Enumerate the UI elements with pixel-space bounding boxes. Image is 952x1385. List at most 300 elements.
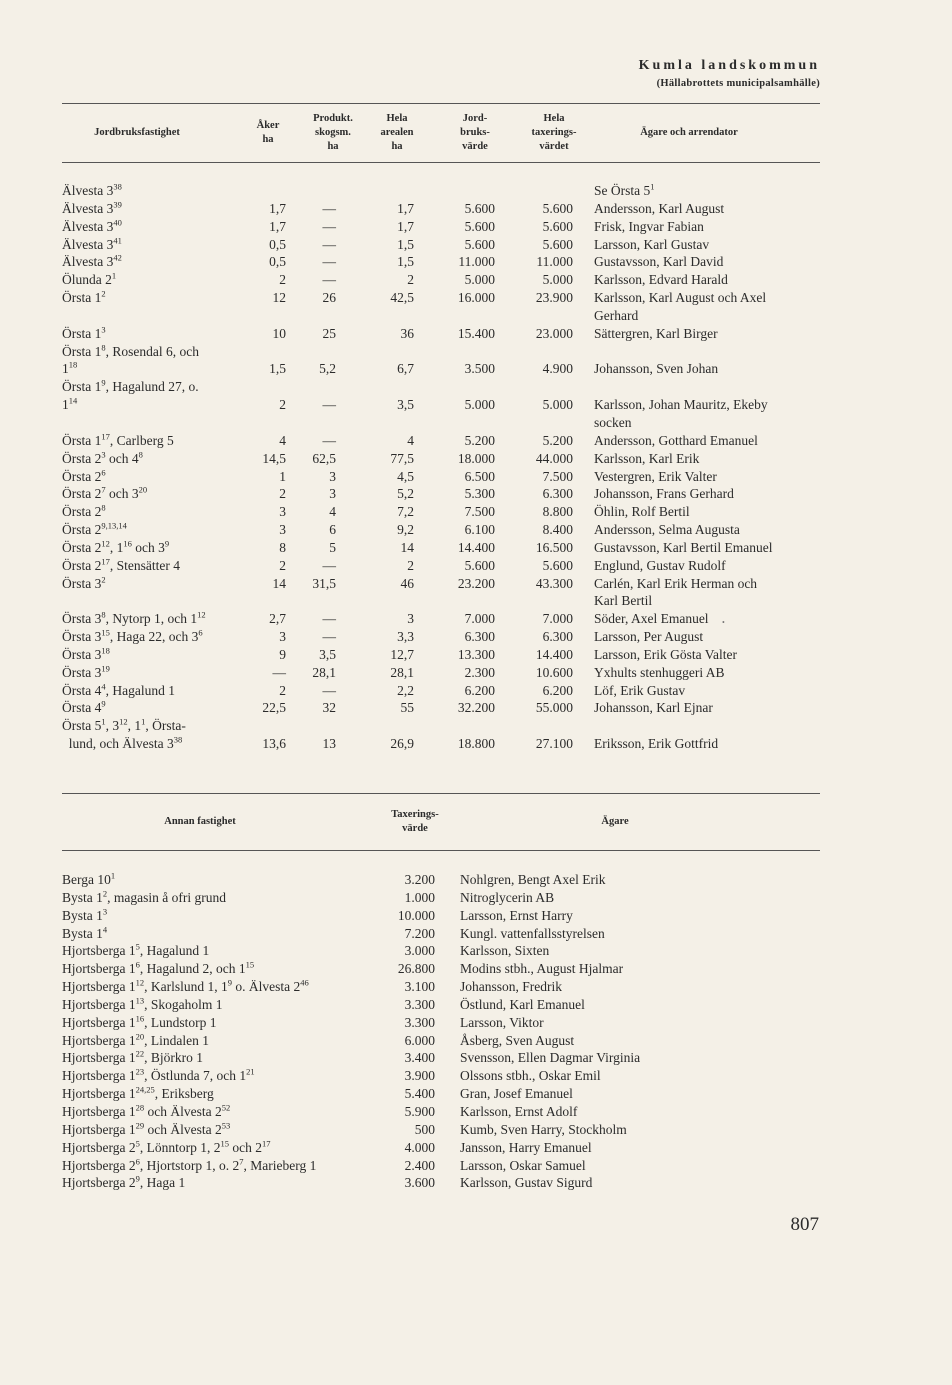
table-row bbox=[0, 1103, 952, 1121]
value-cell: 26.800 bbox=[397, 961, 435, 977]
aker-cell: 3 bbox=[279, 504, 286, 520]
taxvarde-cell: 7.000 bbox=[542, 611, 573, 627]
taxvarde-cell: 55.000 bbox=[535, 700, 573, 716]
property-cell: Hjortsberga $1^{13}$, Skogaholm 1 bbox=[62, 995, 223, 1012]
value-cell: 7.200 bbox=[404, 925, 435, 941]
owner-cell: Karlsson, Ernst Adolf bbox=[460, 1103, 578, 1119]
skog-cell: 31,5 bbox=[312, 575, 336, 591]
value-cell: 3.000 bbox=[404, 943, 435, 959]
table-row bbox=[0, 396, 952, 414]
areal-cell: 12,7 bbox=[390, 646, 414, 662]
table-row bbox=[0, 871, 952, 889]
areal-cell: 7,2 bbox=[397, 504, 414, 520]
property-cell: Hjortsberga $2^5$, Lönntorp 1, $2^{15}$ och $2^{17}$ bbox=[62, 1138, 271, 1155]
property-cell: Älvesta $3^{42}$ bbox=[62, 252, 122, 270]
property-cell: Örsta $3^2$ bbox=[62, 574, 106, 591]
table-row bbox=[0, 960, 952, 978]
jordvarde-cell: 5.600 bbox=[464, 200, 495, 216]
skog-cell: 32 bbox=[322, 700, 336, 716]
taxvarde-cell: 43.300 bbox=[535, 575, 573, 591]
table-row bbox=[0, 503, 952, 521]
owner-cell: Gustavsson, Karl David bbox=[594, 254, 724, 270]
aker-cell: 13,6 bbox=[262, 736, 286, 752]
col-header-property: Jordbruksfastighet bbox=[94, 127, 180, 138]
areal-cell: 3 bbox=[407, 611, 414, 627]
table-row bbox=[0, 1157, 952, 1175]
jordvarde-cell: 5.600 bbox=[464, 557, 495, 573]
property-cell: Hjortsberga $1^{12}$, Karlslund 1, $1^9$ o. Älvesta $2^{46}$ bbox=[62, 977, 309, 995]
taxvarde-cell: 6.200 bbox=[542, 682, 573, 698]
skog-cell: — bbox=[322, 254, 336, 270]
property-cell: Hjortsberga $1^{28}$ och Älvesta $2^{52}$ bbox=[62, 1102, 231, 1119]
property-cell: $1^{14}$ bbox=[62, 395, 78, 413]
owner-cell: Se Örsta $5^1$ bbox=[594, 181, 655, 198]
skog-cell: 13 bbox=[322, 736, 336, 752]
owner-cell: Gustavsson, Karl Bertil Emanuel bbox=[594, 539, 773, 555]
skog-cell: 26 bbox=[322, 290, 336, 306]
skog-cell: 3 bbox=[329, 486, 336, 502]
areal-cell: 2 bbox=[407, 557, 414, 573]
areal-cell: 42,5 bbox=[390, 290, 414, 306]
property-cell: $1^{18}$ bbox=[62, 359, 78, 377]
owner-cell: Gerhard bbox=[594, 307, 639, 323]
table1-top-rule bbox=[62, 103, 820, 104]
owner-cell: Johansson, Sven Johan bbox=[594, 361, 719, 377]
col-header-areal: Hela arealen ha bbox=[380, 113, 414, 152]
aker-cell: 1,7 bbox=[269, 200, 286, 216]
taxvarde-cell: 6.300 bbox=[542, 486, 573, 502]
skog-cell: 4 bbox=[329, 504, 336, 520]
areal-cell: 3,5 bbox=[397, 397, 414, 413]
table-row bbox=[0, 414, 952, 432]
owner-cell: Olssons stbh., Oskar Emil bbox=[460, 1068, 601, 1084]
table-row bbox=[0, 592, 952, 610]
col-header-skog: Produkt. skogsm. ha bbox=[313, 113, 353, 152]
table-row bbox=[0, 218, 952, 236]
areal-cell: 1,5 bbox=[397, 236, 414, 252]
value-cell: 3.300 bbox=[404, 1014, 435, 1030]
property-cell: Hjortsberga $2^6$, Hjortstorp 1, o. $2^7$, Marieberg 1 bbox=[62, 1156, 317, 1173]
table-row bbox=[0, 450, 952, 468]
jordvarde-cell: 32.200 bbox=[457, 700, 495, 716]
property-cell: Älvesta $3^{40}$ bbox=[62, 217, 122, 234]
owner-cell: Andersson, Gotthard Emanuel bbox=[594, 432, 758, 448]
table-row bbox=[0, 1049, 952, 1067]
areal-cell: 77,5 bbox=[390, 450, 414, 466]
col-header-jordvarde: Jord- bruks- värde bbox=[460, 113, 490, 152]
jordvarde-cell: 5.000 bbox=[464, 272, 495, 288]
table2-top-rule bbox=[62, 793, 820, 794]
areal-cell: 1,7 bbox=[397, 200, 414, 216]
jordvarde-cell: 5.200 bbox=[464, 432, 495, 448]
municipality-title: Kumla landskommun bbox=[638, 58, 820, 73]
table-row bbox=[0, 307, 952, 325]
table-row bbox=[0, 1014, 952, 1032]
areal-cell: 2,2 bbox=[397, 682, 414, 698]
property-cell: Örsta $2^7$ och $3^{20}$ bbox=[62, 484, 148, 502]
aker-cell: 2 bbox=[279, 397, 286, 413]
property-cell: Hjortsberga $1^5$, Hagalund 1 bbox=[62, 941, 210, 959]
owner-cell: Karlsson, Karl Erik bbox=[594, 450, 700, 466]
property-cell: Hjortsberga $1^{20}$, Lindalen 1 bbox=[62, 1031, 209, 1048]
property-cell: Hjortsberga 1$^{24,25}$, Eriksberg bbox=[62, 1084, 214, 1102]
table-row bbox=[0, 521, 952, 539]
jordvarde-cell: 18.000 bbox=[457, 450, 495, 466]
municipality-header bbox=[639, 58, 820, 89]
areal-cell: 1,7 bbox=[397, 218, 414, 234]
jordvarde-cell: 23.200 bbox=[457, 575, 495, 591]
skog-cell: — bbox=[322, 397, 336, 413]
owner-cell: Öhlin, Rolf Bertil bbox=[594, 504, 690, 520]
value-cell: 500 bbox=[414, 1121, 435, 1137]
aker-cell: 14 bbox=[272, 575, 286, 591]
jordvarde-cell: 16.000 bbox=[457, 290, 495, 306]
property-cell: Örsta 2$^{9,13,14}$ bbox=[62, 520, 127, 538]
table-row bbox=[0, 539, 952, 557]
property-cell: Hjortsberga $1^{23}$, Östlunda 7, och $1^{21}$ bbox=[62, 1066, 255, 1084]
value-cell: 3.900 bbox=[404, 1068, 435, 1084]
table-row bbox=[0, 325, 952, 343]
owner-cell: Larsson, Oskar Samuel bbox=[460, 1157, 586, 1173]
owner-cell: Englund, Gustav Rudolf bbox=[594, 557, 726, 573]
value-cell: 1.000 bbox=[404, 889, 435, 905]
owner-cell: Larsson, Ernst Harry bbox=[460, 907, 573, 923]
value-cell: 6.000 bbox=[404, 1032, 435, 1048]
owner-cell: Larsson, Erik Gösta Valter bbox=[594, 646, 737, 662]
table-row bbox=[0, 360, 952, 378]
areal-cell: 2 bbox=[407, 272, 414, 288]
property-cell: Älvesta $3^{38}$ bbox=[62, 181, 122, 198]
taxvarde-cell: 8.400 bbox=[542, 522, 573, 538]
taxvarde-cell: 6.300 bbox=[542, 629, 573, 645]
table-row bbox=[0, 432, 952, 450]
table-row bbox=[0, 1174, 952, 1192]
taxvarde-cell: 11.000 bbox=[536, 254, 573, 270]
col-header-owner: Ägare och arrendator bbox=[640, 127, 738, 138]
owner-cell: Söder, Axel Emanuel bbox=[594, 611, 709, 627]
jordvarde-cell: 11.000 bbox=[458, 254, 495, 270]
taxvarde-cell: 14.400 bbox=[535, 646, 573, 662]
table-row bbox=[0, 468, 952, 486]
property-cell: Örsta $4^9$ bbox=[62, 698, 106, 716]
property-cell: Bysta $1^4$ bbox=[62, 924, 108, 941]
jordvarde-cell: 13.300 bbox=[457, 646, 495, 662]
municipality-subtitle: (Hällabrottets municipalsamhälle) bbox=[656, 78, 820, 89]
property-cell: Örsta $1^8$, Rosendal 6, och bbox=[62, 342, 199, 359]
col2-header-value: Taxerings- värde bbox=[391, 809, 439, 834]
table-row bbox=[0, 253, 952, 271]
table-row bbox=[0, 1032, 952, 1050]
page-number: 807 bbox=[790, 1214, 819, 1235]
table-row bbox=[0, 628, 952, 646]
owner-cell: Jansson, Harry Emanuel bbox=[460, 1139, 592, 1155]
value-cell: 10.000 bbox=[397, 907, 435, 923]
table-row bbox=[0, 699, 952, 717]
table-row bbox=[0, 978, 952, 996]
aker-cell: 2 bbox=[279, 486, 286, 502]
areal-cell: 28,1 bbox=[390, 664, 414, 680]
other-property-table bbox=[0, 871, 952, 1192]
aker-cell: 9 bbox=[279, 646, 286, 662]
property-cell: Örsta $1^{17}$, Carlberg 5 bbox=[62, 431, 174, 448]
property-cell: Älvesta $3^{41}$ bbox=[62, 235, 122, 252]
table-row bbox=[0, 907, 952, 925]
property-cell: Örsta $2^8$ bbox=[62, 502, 106, 520]
property-cell: Älvesta $3^{39}$ bbox=[62, 199, 122, 216]
taxvarde-cell: 16.500 bbox=[535, 539, 573, 555]
taxvarde-cell: 5.600 bbox=[542, 236, 573, 252]
jordvarde-cell: 5.600 bbox=[464, 218, 495, 234]
property-cell: Örsta $1^3$ bbox=[62, 324, 106, 341]
skog-cell: — bbox=[322, 611, 336, 627]
property-cell: Örsta $4^4$, Hagalund 1 bbox=[62, 681, 175, 698]
table-row bbox=[0, 1121, 952, 1139]
owner-cell: Karl Bertil bbox=[594, 593, 653, 609]
table-row bbox=[0, 942, 952, 960]
taxvarde-cell: 23.900 bbox=[535, 290, 573, 306]
value-cell: 2.400 bbox=[404, 1157, 435, 1173]
property-cell: Bysta $1^3$ bbox=[62, 906, 108, 923]
jordvarde-cell: 5.300 bbox=[464, 486, 495, 502]
skog-cell: 5 bbox=[329, 539, 336, 555]
skog-cell: — bbox=[322, 432, 336, 448]
property-cell: Örsta $1^2$ bbox=[62, 288, 106, 306]
property-cell: Örsta $2^6$ bbox=[62, 467, 106, 484]
aker-cell: 8 bbox=[279, 539, 286, 555]
jordvarde-cell: 3.500 bbox=[464, 361, 495, 377]
jordvarde-cell: 18.800 bbox=[457, 736, 495, 752]
owner-cell: Carlén, Karl Erik Herman och bbox=[594, 575, 758, 591]
col2-header-property: Annan fastighet bbox=[164, 816, 236, 827]
owner-cell: Eriksson, Erik Gottfrid bbox=[594, 736, 719, 752]
areal-cell: 3,3 bbox=[397, 629, 414, 645]
areal-cell: 26,9 bbox=[390, 736, 414, 752]
table-row bbox=[0, 271, 952, 289]
value-cell: 3.200 bbox=[404, 872, 435, 887]
areal-cell: 46 bbox=[400, 575, 414, 591]
stray-mark: • bbox=[722, 618, 725, 627]
aker-cell: 14,5 bbox=[262, 450, 286, 466]
owner-cell: Nitroglycerin AB bbox=[460, 889, 555, 905]
table-row bbox=[0, 682, 952, 700]
owner-cell: Sättergren, Karl Birger bbox=[594, 325, 718, 341]
jordvarde-cell: 6.300 bbox=[464, 629, 495, 645]
property-cell: Örsta $2^3$ och $4^8$ bbox=[62, 449, 143, 466]
taxvarde-cell: 5.200 bbox=[542, 432, 573, 448]
areal-cell: 4,5 bbox=[397, 468, 414, 484]
aker-cell: 10 bbox=[272, 325, 286, 341]
owner-cell: Östlund, Karl Emanuel bbox=[460, 996, 585, 1012]
property-cell: Berga $10^1$ bbox=[62, 870, 116, 887]
aker-cell: 1,7 bbox=[269, 218, 286, 234]
property-cell: Hjortsberga $1^6$, Hagalund 2, och $1^{15}$ bbox=[62, 959, 255, 977]
table-row bbox=[0, 925, 952, 943]
areal-cell: 55 bbox=[400, 700, 414, 716]
taxvarde-cell: 8.800 bbox=[542, 504, 573, 520]
table-row bbox=[0, 182, 952, 200]
aker-cell: 2 bbox=[279, 557, 286, 573]
taxvarde-cell: 5.000 bbox=[542, 397, 573, 413]
table-row bbox=[0, 717, 952, 735]
taxvarde-cell: 4.900 bbox=[542, 361, 573, 377]
skog-cell: — bbox=[322, 218, 336, 234]
aker-cell: 0,5 bbox=[269, 254, 286, 270]
table-row bbox=[0, 1067, 952, 1085]
skog-cell: 3,5 bbox=[319, 646, 336, 662]
property-cell: lund, och Älvesta $3^{38}$ bbox=[62, 734, 183, 752]
skog-cell: — bbox=[322, 200, 336, 216]
table-row bbox=[0, 889, 952, 907]
jordvarde-cell: 15.400 bbox=[457, 325, 495, 341]
jordvarde-cell: 2.300 bbox=[464, 664, 495, 680]
table-row bbox=[0, 485, 952, 503]
table-row bbox=[0, 610, 952, 628]
owner-cell: Kungl. vattenfallsstyrelsen bbox=[460, 925, 605, 941]
owner-cell: Frisk, Ingvar Fabian bbox=[594, 218, 704, 234]
value-cell: 3.600 bbox=[404, 1175, 435, 1191]
owner-cell: Larsson, Viktor bbox=[460, 1014, 544, 1030]
owner-cell: Vestergren, Erik Valter bbox=[594, 468, 717, 484]
aker-cell: 12 bbox=[272, 290, 286, 306]
jordvarde-cell: 7.000 bbox=[464, 611, 495, 627]
property-cell: Örsta $2^{12}$, $1^{16}$ och $3^9$ bbox=[62, 538, 170, 555]
skog-cell: — bbox=[322, 682, 336, 698]
aker-cell: 3 bbox=[279, 522, 286, 538]
owner-cell: Karlsson, Karl August och Axel bbox=[594, 290, 767, 306]
table-row bbox=[0, 996, 952, 1014]
taxvarde-cell: 7.500 bbox=[542, 468, 573, 484]
skog-cell: — bbox=[322, 272, 336, 288]
value-cell: 4.000 bbox=[404, 1139, 435, 1155]
taxvarde-cell: 44.000 bbox=[535, 450, 573, 466]
table-row bbox=[0, 735, 952, 753]
jordvarde-cell: 5.600 bbox=[464, 236, 495, 252]
property-cell: Hjortsberga $2^9$, Haga 1 bbox=[62, 1173, 186, 1191]
table-row bbox=[0, 575, 952, 593]
areal-cell: 6,7 bbox=[397, 361, 414, 377]
table-row bbox=[0, 236, 952, 254]
skog-cell: 5,2 bbox=[319, 361, 336, 377]
areal-cell: 5,2 bbox=[397, 486, 414, 502]
table-row bbox=[0, 343, 952, 361]
owner-cell: Karlsson, Edvard Harald bbox=[594, 272, 728, 288]
table-row bbox=[0, 1085, 952, 1103]
property-cell: Hjortsberga $1^{22}$, Björkro 1 bbox=[62, 1048, 203, 1066]
jordvarde-cell: 5.000 bbox=[464, 397, 495, 413]
col-header-taxvarde: Hela taxerings- värdet bbox=[531, 113, 577, 152]
aker-cell: 22,5 bbox=[262, 700, 286, 716]
owner-cell: socken bbox=[594, 414, 632, 430]
taxvarde-cell: 27.100 bbox=[535, 736, 573, 752]
property-cell: Örsta $5^1$, $3^{12}$, $1^1$, Örsta- bbox=[62, 716, 186, 734]
aker-cell: 2,7 bbox=[269, 611, 286, 627]
table-row bbox=[0, 646, 952, 664]
property-cell: Örsta $1^9$, Hagalund 27, o. bbox=[62, 377, 199, 395]
owner-cell: Andersson, Karl August bbox=[594, 200, 725, 216]
table-row bbox=[0, 200, 952, 218]
aker-cell: 1,5 bbox=[269, 361, 286, 377]
property-cell: Örsta $3^{18}$ bbox=[62, 645, 110, 662]
value-cell: 5.400 bbox=[404, 1086, 435, 1102]
aker-cell: 0,5 bbox=[269, 236, 286, 252]
areal-cell: 36 bbox=[400, 325, 414, 341]
property-cell: Hjortsberga $1^{16}$, Lundstorp 1 bbox=[62, 1013, 217, 1030]
table-row bbox=[0, 1139, 952, 1157]
taxvarde-cell: 10.600 bbox=[535, 664, 573, 680]
owner-cell: Johansson, Karl Ejnar bbox=[594, 700, 713, 716]
jordvarde-cell: 7.500 bbox=[464, 504, 495, 520]
property-cell: Hjortsberga $1^{29}$ och Älvesta $2^{53}$ bbox=[62, 1120, 231, 1137]
owner-cell: Löf, Erik Gustav bbox=[594, 682, 686, 698]
aker-cell: 2 bbox=[279, 682, 286, 698]
jordvarde-cell: 14.400 bbox=[457, 539, 495, 555]
owner-cell: Andersson, Selma Augusta bbox=[594, 522, 740, 538]
owner-cell: Nohlgren, Bengt Axel Erik bbox=[460, 872, 606, 887]
table2-header-rule bbox=[62, 850, 820, 851]
table-row bbox=[0, 557, 952, 575]
aker-cell: 1 bbox=[279, 468, 286, 484]
areal-cell: 14 bbox=[400, 539, 414, 555]
skog-cell: — bbox=[322, 557, 336, 573]
skog-cell: 6 bbox=[329, 522, 336, 538]
owner-cell: Yxhults stenhuggeri AB bbox=[594, 664, 725, 680]
owner-cell: Karlsson, Johan Mauritz, Ekeby bbox=[594, 397, 768, 413]
skog-cell: — bbox=[322, 629, 336, 645]
owner-cell: Modins stbh., August Hjalmar bbox=[460, 961, 624, 977]
property-cell: Örsta $3^{19}$ bbox=[62, 663, 110, 680]
property-cell: Örsta $3^{15}$, Haga 22, och $3^6$ bbox=[62, 627, 203, 645]
table-row bbox=[0, 664, 952, 682]
owner-cell: Larsson, Karl Gustav bbox=[594, 236, 710, 252]
owner-cell: Karlsson, Sixten bbox=[460, 943, 550, 959]
agricultural-property-table bbox=[0, 182, 952, 753]
table-row bbox=[0, 289, 952, 307]
owner-cell: Larsson, Per August bbox=[594, 629, 704, 645]
taxvarde-cell: 23.000 bbox=[535, 325, 573, 341]
value-cell: 3.400 bbox=[404, 1050, 435, 1066]
skog-cell: 3 bbox=[329, 468, 336, 484]
owner-cell: Gran, Josef Emanuel bbox=[460, 1086, 573, 1102]
owner-cell: Kumb, Sven Harry, Stockholm bbox=[460, 1121, 627, 1137]
jordvarde-cell: 6.500 bbox=[464, 468, 495, 484]
owner-cell: Johansson, Frans Gerhard bbox=[594, 486, 734, 502]
property-cell: Örsta $3^8$, Nytorp 1, och $1^{12}$ bbox=[62, 609, 206, 627]
owner-cell: Svensson, Ellen Dagmar Virginia bbox=[460, 1050, 641, 1066]
owner-cell: Johansson, Fredrik bbox=[460, 979, 562, 995]
aker-cell: 2 bbox=[279, 272, 286, 288]
col-header-aker: Åker ha bbox=[256, 120, 280, 145]
value-cell: 3.300 bbox=[404, 996, 435, 1012]
aker-cell: 3 bbox=[279, 629, 286, 645]
taxvarde-cell: 5.600 bbox=[542, 557, 573, 573]
value-cell: 3.100 bbox=[404, 979, 435, 995]
taxvarde-cell: 5.600 bbox=[542, 218, 573, 234]
areal-cell: 1,5 bbox=[397, 254, 414, 270]
owner-cell: Åsberg, Sven August bbox=[460, 1032, 575, 1048]
owner-cell: Karlsson, Gustav Sigurd bbox=[460, 1175, 593, 1191]
skog-cell: 62,5 bbox=[312, 450, 336, 466]
table1-header-rule bbox=[62, 162, 820, 163]
skog-cell: 28,1 bbox=[312, 664, 336, 680]
areal-cell: 4 bbox=[407, 432, 414, 448]
taxvarde-cell: 5.000 bbox=[542, 272, 573, 288]
aker-cell: 4 bbox=[279, 432, 286, 448]
col2-header-owner: Ägare bbox=[601, 816, 629, 827]
aker-cell: — bbox=[272, 664, 286, 680]
skog-cell: 25 bbox=[322, 325, 336, 341]
jordvarde-cell: 6.200 bbox=[464, 682, 495, 698]
property-cell: Bysta $1^2$, magasin å ofri grund bbox=[62, 888, 226, 905]
